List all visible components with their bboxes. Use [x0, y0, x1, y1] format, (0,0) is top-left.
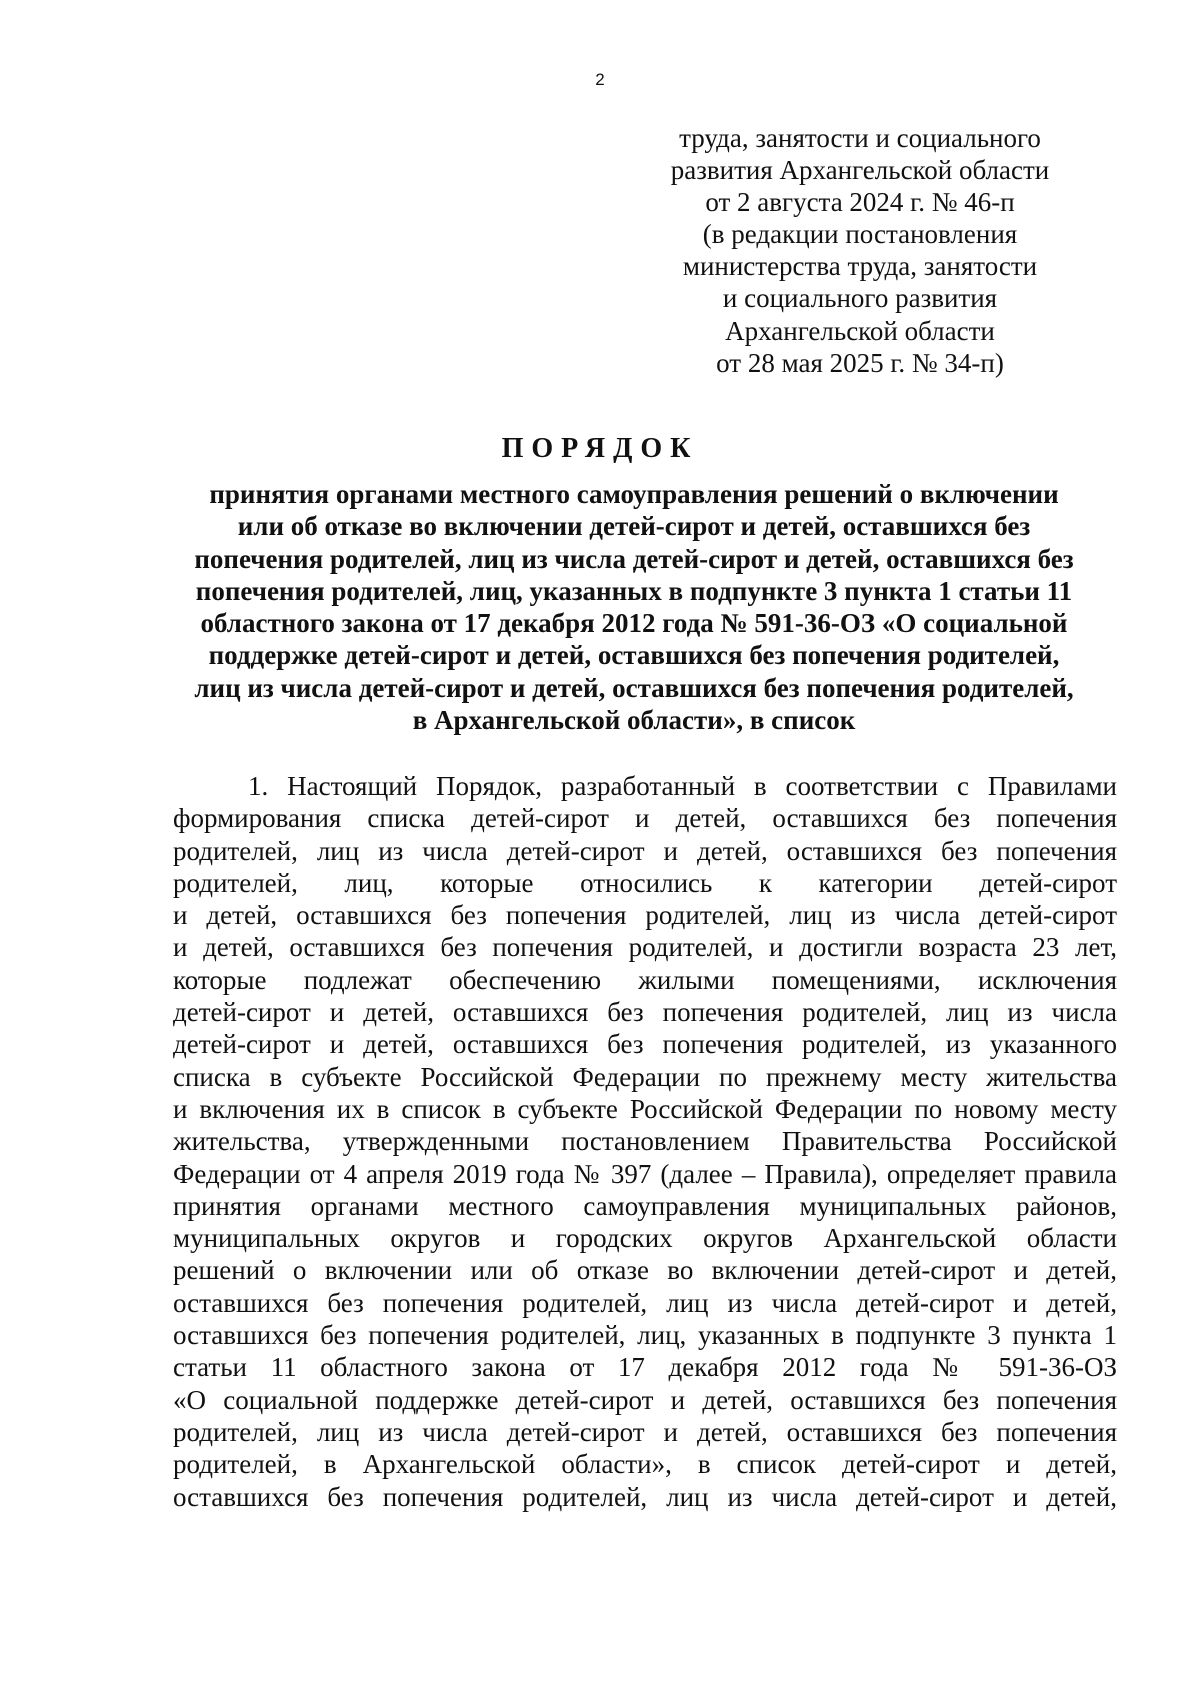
body-line: и включения их в список в субъекте Российской Федерации по новому месту — [173, 1093, 1117, 1124]
body-line: статьи 11 областного закона от 17 декабря 2012 года № 591-36-ОЗ — [173, 1352, 1117, 1383]
subtitle-line: или об отказе во включении детей-сирот и детей, оставшихся без — [237, 511, 1031, 542]
approval-line: Архангельской области — [725, 315, 995, 346]
paragraph-1 — [173, 770, 1117, 1513]
approval-reference-block — [660, 122, 1060, 379]
body-line: оставшихся без попечения родителей, лиц из числа детей-сирот и детей, — [173, 1481, 1117, 1512]
approval-line: труда, занятости и социального — [679, 123, 1041, 153]
body-line: которые подлежат обеспечению жилыми помещениями, исключения — [173, 964, 1117, 995]
approval-line: министерства труда, занятости — [682, 251, 1038, 282]
body-line: жительства, утвержденными постановлением Правительства Российской — [173, 1126, 1117, 1157]
body-line: родителей, лиц из числа детей-сирот и детей, оставшихся без попечения — [173, 1416, 1117, 1447]
body-line: принятия органами местного самоуправления муниципальных районов, — [173, 1190, 1117, 1221]
body-line: оставшихся без попечения родителей, лиц из числа детей-сирот и детей, — [173, 1287, 1117, 1318]
body-line: родителей, лиц из числа детей-сирот и детей, оставшихся без попечения — [173, 835, 1117, 866]
subtitle-line: поддержке детей-сирот и детей, оставшихся без попечения родителей, — [208, 640, 1060, 671]
body-line: и детей, оставшихся без попечения родителей, лиц из числа детей-сирот — [173, 900, 1117, 931]
subtitle-line: лиц из числа детей-сирот и детей, оставшихся без попечения родителей, — [194, 672, 1074, 703]
body-line: 1. Настоящий Порядок, разработанный в соответствии с Правилами — [248, 771, 1117, 801]
body-line: формирования списка детей-сирот и детей, оставшихся без попечения — [173, 803, 1117, 834]
document-subtitle — [160, 478, 1108, 736]
body-line: списка в субъекте Российской Федерации по прежнему месту жительства — [173, 1061, 1117, 1092]
approval-line: от 2 августа 2024 г. № 46-п — [705, 187, 1015, 218]
body-line: детей-сирот и детей, оставшихся без попечения родителей, из указанного — [173, 1029, 1117, 1060]
body-line: и детей, оставшихся без попечения родителей, и достигли возраста 23 лет, — [173, 932, 1117, 963]
subtitle-line: областного закона от 17 декабря 2012 года № 591-36-ОЗ «О социальной — [200, 608, 1068, 639]
approval-line: и социального развития — [722, 283, 998, 314]
subtitle-line: попечения родителей, лиц из числа детей-сирот и детей, оставшихся без — [194, 543, 1074, 574]
subtitle-line: попечения родителей, лиц, указанных в подпункте 3 пункта 1 статьи 11 — [195, 575, 1073, 606]
body-line: родителей, лиц, которые относились к категории детей-сирот — [173, 867, 1117, 898]
body-line: родителей, в Архангельской области», в список детей-сирот и детей, — [173, 1449, 1117, 1480]
body-line: оставшихся без попечения родителей, лиц, указанных в подпункте 3 пункта 1 — [173, 1320, 1117, 1351]
body-line: муниципальных округов и городских округов Архангельской области — [173, 1223, 1117, 1254]
subtitle-line: принятия органами местного самоуправления решений о включении — [209, 479, 1059, 509]
body-line: детей-сирот и детей, оставшихся без попечения родителей, лиц из числа — [173, 997, 1117, 1028]
body-line: Федерации от 4 апреля 2019 года № 397 (далее – Правила), определяет правила — [173, 1158, 1117, 1189]
approval-line: развития Архангельской области — [670, 155, 1050, 186]
body-line: решений о включении или об отказе во включении детей-сирот и детей, — [173, 1255, 1117, 1286]
approval-line: от 28 мая 2025 г. № 34-п) — [716, 347, 1004, 378]
document-title: ПОРЯДОК — [501, 433, 699, 464]
page-number: 2 — [595, 70, 605, 89]
approval-line: (в редакции постановления — [702, 219, 1018, 250]
body-line: «О социальной поддержке детей-сирот и детей, оставшихся без попечения — [173, 1384, 1117, 1415]
subtitle-line: в Архангельской области», в список — [412, 705, 856, 736]
